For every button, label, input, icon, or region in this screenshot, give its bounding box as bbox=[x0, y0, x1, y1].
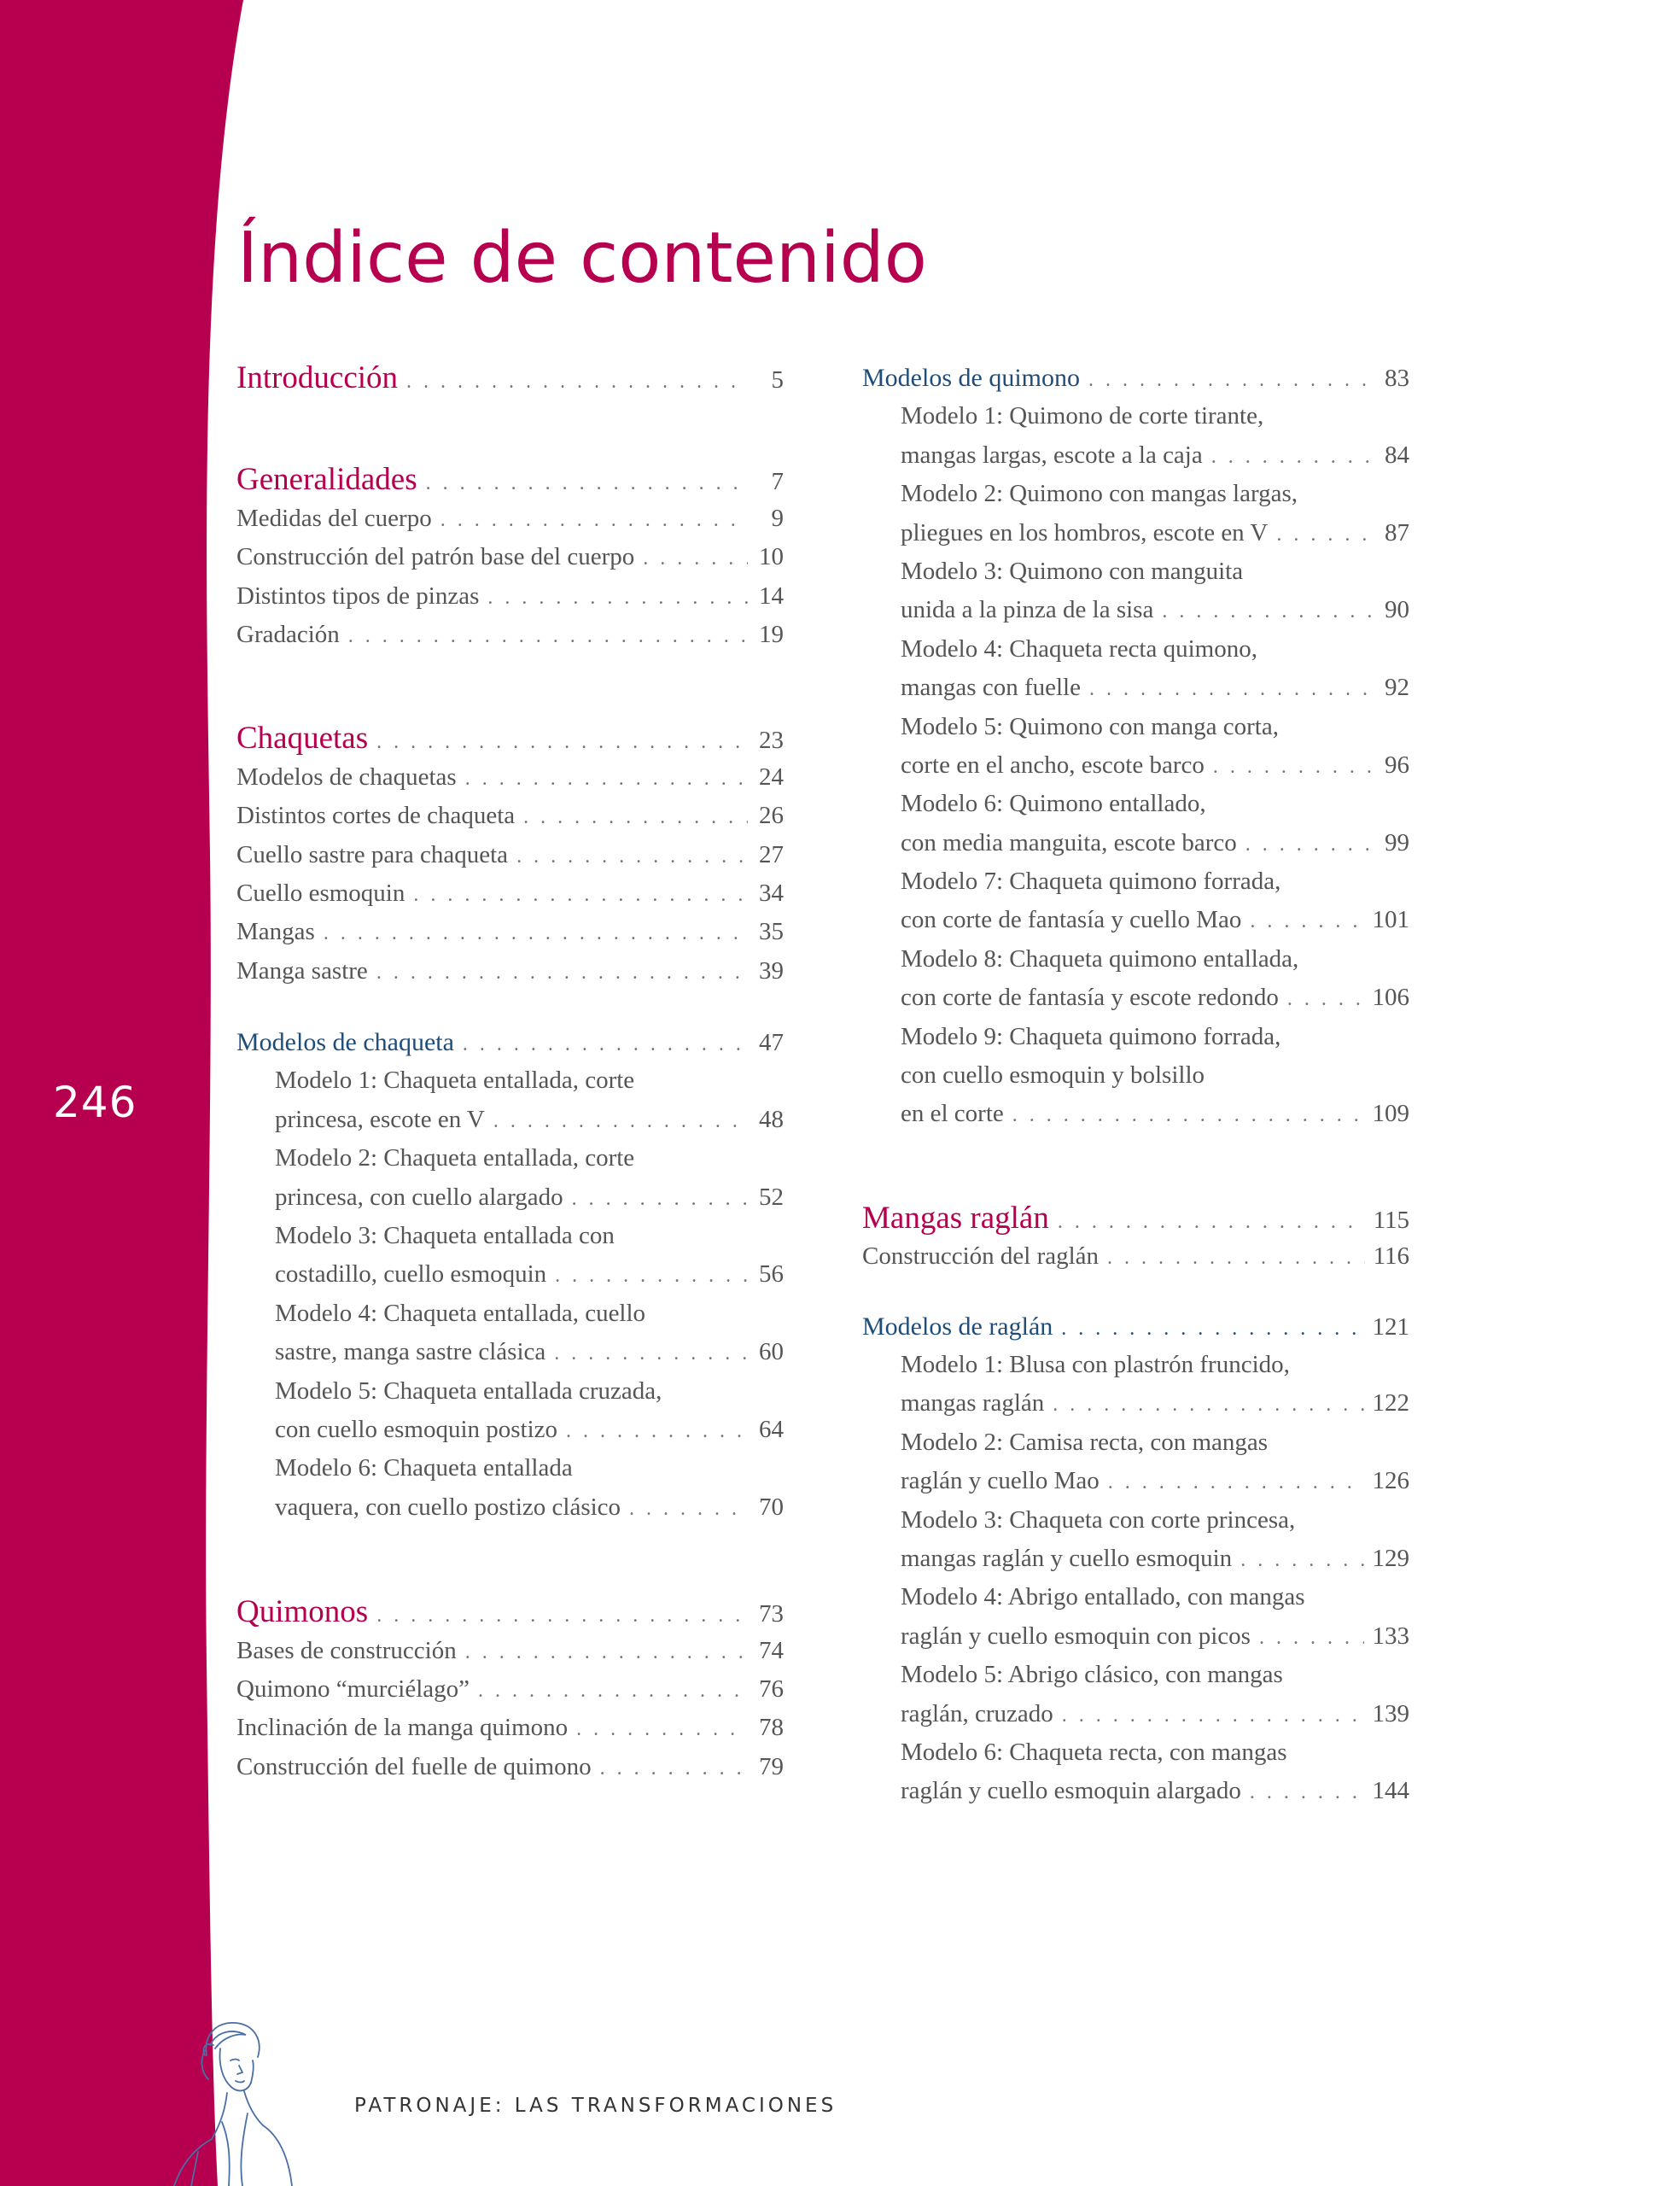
toc-entry[interactable] bbox=[236, 616, 784, 654]
toc-entry-title: Modelo 7: Chaqueta quimono forrada, bbox=[901, 868, 1281, 896]
toc-entry[interactable] bbox=[236, 577, 784, 616]
toc-entry-title: sastre, manga sastre clásica bbox=[275, 1338, 546, 1366]
toc-page-number: 129 bbox=[1372, 1544, 1409, 1572]
toc-heading-generalidades[interactable] bbox=[236, 460, 784, 499]
toc-entry-line[interactable] bbox=[862, 785, 1409, 823]
toc-page-number: 79 bbox=[759, 1752, 784, 1780]
toc-entry-line[interactable] bbox=[862, 1656, 1409, 1694]
toc-entry-title: Modelos de raglán bbox=[862, 1312, 1053, 1341]
toc-entry-title: pliegues en los hombros, escote en V bbox=[901, 518, 1269, 546]
dot-leader bbox=[413, 876, 748, 915]
toc-page-number: 121 bbox=[1372, 1312, 1409, 1341]
toc-page-number: 47 bbox=[759, 1029, 784, 1057]
toc-entry-title: Modelo 4: Abrigo entallado, con mangas bbox=[901, 1583, 1305, 1611]
dot-leader bbox=[324, 915, 748, 953]
toc-subheading-modelos-quimono[interactable] bbox=[862, 359, 1409, 397]
toc-page-number: 106 bbox=[1372, 984, 1409, 1012]
toc-entry[interactable] bbox=[862, 669, 1409, 707]
dot-leader bbox=[1276, 516, 1374, 554]
toc-page-number: 133 bbox=[1372, 1622, 1409, 1650]
toc-entry[interactable] bbox=[236, 1632, 784, 1670]
toc-entry-title: Quimonos bbox=[236, 1594, 369, 1630]
toc-entry-title: mangas largas, escote a la caja bbox=[901, 441, 1203, 469]
toc-page-number: 73 bbox=[759, 1600, 784, 1628]
toc-entry[interactable] bbox=[236, 1709, 784, 1747]
toc-entry-line[interactable] bbox=[862, 1056, 1409, 1095]
dot-leader bbox=[1108, 1464, 1364, 1502]
toc-entry-title: raglán y cuello Mao bbox=[901, 1467, 1100, 1495]
toc-entry-title: Modelo 3: Chaqueta entallada con bbox=[275, 1222, 615, 1250]
toc-entry-title: Construcción del raglán bbox=[862, 1242, 1100, 1271]
dot-leader bbox=[1250, 903, 1363, 941]
toc-page-number: 39 bbox=[759, 956, 784, 985]
toc-entry[interactable] bbox=[236, 1255, 784, 1294]
toc-page-number: 90 bbox=[1385, 596, 1409, 624]
toc-entry[interactable] bbox=[236, 538, 784, 576]
dot-leader bbox=[376, 1597, 748, 1635]
toc-entry-line[interactable] bbox=[862, 1578, 1409, 1616]
toc-entry[interactable] bbox=[862, 1095, 1409, 1133]
dot-leader bbox=[465, 1634, 748, 1672]
toc-entry[interactable] bbox=[236, 874, 784, 913]
toc-entry-line[interactable] bbox=[862, 1501, 1409, 1540]
toc-entry-title: con corte de fantasía y cuello Mao bbox=[901, 906, 1242, 934]
toc-entry-title: Distintos tipos de pinzas bbox=[236, 582, 480, 610]
toc-entry[interactable] bbox=[862, 1772, 1409, 1810]
toc-entry[interactable] bbox=[862, 514, 1409, 552]
toc-entry-line[interactable] bbox=[236, 1139, 784, 1178]
toc-page-number: 116 bbox=[1373, 1242, 1409, 1271]
toc-entry-line[interactable] bbox=[862, 708, 1409, 746]
dot-leader bbox=[1062, 1697, 1364, 1735]
toc-entry[interactable] bbox=[236, 1411, 784, 1449]
toc-entry-title: Cuello esmoquin bbox=[236, 879, 405, 907]
toc-entry-title: princesa, escote en V bbox=[275, 1105, 485, 1133]
toc-entry-line[interactable] bbox=[862, 1733, 1409, 1772]
dot-leader bbox=[1107, 1239, 1365, 1277]
toc-entry[interactable] bbox=[862, 1695, 1409, 1733]
toc-entry[interactable] bbox=[862, 1462, 1409, 1500]
toc-page-number: 139 bbox=[1372, 1699, 1409, 1727]
toc-entry-title: con cuello esmoquin y bolsillo bbox=[901, 1061, 1205, 1090]
toc-entry-title: Modelo 8: Chaqueta quimono entallada, bbox=[901, 944, 1299, 973]
toc-entry-line[interactable] bbox=[236, 1449, 784, 1488]
dot-leader bbox=[463, 1026, 748, 1064]
toc-heading-quimonos[interactable] bbox=[236, 1593, 784, 1631]
toc-entry-title: en el corte bbox=[901, 1100, 1004, 1128]
toc-entry-title: Generalidades bbox=[236, 462, 417, 498]
toc-entry[interactable] bbox=[236, 797, 784, 835]
toc-entry[interactable] bbox=[236, 758, 784, 797]
toc-page-number: 10 bbox=[759, 543, 784, 571]
toc-entry[interactable] bbox=[236, 1670, 784, 1709]
toc-page-number: 64 bbox=[759, 1415, 784, 1443]
dot-leader bbox=[1287, 980, 1364, 1019]
toc-entry-title: Modelo 5: Chaqueta entallada cruzada, bbox=[275, 1376, 662, 1405]
toc-entry-title: con corte de fantasía y escote redondo bbox=[901, 984, 1279, 1012]
toc-entry-title: Modelos de chaqueta bbox=[236, 1028, 454, 1057]
toc-entry-line[interactable] bbox=[862, 1346, 1409, 1384]
toc-entry-title: corte en el ancho, escote barco bbox=[901, 751, 1205, 779]
page-title: Índice de contenido bbox=[237, 218, 927, 299]
toc-entry-title: Modelo 5: Abrigo clásico, con mangas bbox=[901, 1661, 1283, 1689]
toc-page-number: 126 bbox=[1372, 1467, 1409, 1495]
toc-entry[interactable] bbox=[236, 500, 784, 538]
toc-page-number: 24 bbox=[759, 763, 784, 791]
toc-heading-mangas-raglan[interactable] bbox=[862, 1199, 1409, 1237]
dot-leader bbox=[478, 1672, 748, 1710]
toc-entry-title: Medidas del cuerpo bbox=[236, 504, 432, 532]
dot-leader bbox=[1250, 1774, 1364, 1812]
toc-entry-title: Modelos de chaquetas bbox=[236, 763, 457, 791]
dot-leader bbox=[465, 760, 748, 798]
toc-entry-title: Cuello sastre para chaqueta bbox=[236, 840, 509, 868]
toc-page-number: 52 bbox=[759, 1183, 784, 1211]
toc-page-number: 76 bbox=[759, 1675, 784, 1703]
toc-entry[interactable] bbox=[862, 591, 1409, 629]
toc-entry-title: raglán y cuello esmoquin con picos bbox=[901, 1622, 1251, 1650]
toc-page-number: 74 bbox=[759, 1636, 784, 1664]
toc-page-number: 35 bbox=[759, 918, 784, 946]
toc-entry[interactable] bbox=[236, 1488, 784, 1527]
toc-entry-title: Modelo 1: Blusa con plastrón fruncido, bbox=[901, 1350, 1290, 1378]
toc-entry-title: mangas con fuelle bbox=[901, 674, 1081, 702]
toc-page-number: 115 bbox=[1373, 1206, 1409, 1234]
woman-sketch-icon bbox=[154, 2011, 316, 2186]
toc-page-number: 26 bbox=[759, 802, 784, 830]
dot-leader bbox=[376, 954, 748, 992]
dot-leader bbox=[629, 1490, 748, 1528]
toc-entry-line[interactable] bbox=[862, 475, 1409, 513]
toc-entry-title: Modelo 2: Quimono con mangas largas, bbox=[901, 480, 1298, 508]
dot-leader bbox=[1245, 826, 1374, 864]
toc-entry[interactable] bbox=[862, 824, 1409, 862]
toc-entry-title: raglán y cuello esmoquin alargado bbox=[901, 1777, 1241, 1805]
toc-page-number: 19 bbox=[759, 620, 784, 648]
dot-leader bbox=[1088, 361, 1374, 400]
dot-leader bbox=[426, 465, 748, 503]
toc-entry-line[interactable] bbox=[862, 552, 1409, 591]
dot-leader bbox=[1089, 670, 1374, 709]
toc-entry-title: Bases de construcción bbox=[236, 1636, 457, 1664]
toc-entry-title: Modelo 6: Quimono entallado, bbox=[901, 790, 1206, 818]
toc-entry[interactable] bbox=[862, 1540, 1409, 1578]
dot-leader bbox=[406, 363, 748, 401]
dot-leader bbox=[1162, 593, 1374, 631]
toc-page-number: 99 bbox=[1385, 828, 1409, 856]
dot-leader bbox=[487, 579, 748, 617]
page-number: 246 bbox=[53, 1078, 137, 1127]
toc-entry-title: Gradación bbox=[236, 620, 340, 648]
toc-entry[interactable] bbox=[236, 836, 784, 874]
dot-leader bbox=[554, 1335, 748, 1373]
toc-entry-title: raglán, cruzado bbox=[901, 1699, 1053, 1727]
toc-entry[interactable] bbox=[236, 1748, 784, 1786]
toc-page-number: 5 bbox=[771, 366, 784, 394]
toc-entry-line[interactable] bbox=[862, 1423, 1409, 1462]
dot-leader bbox=[1058, 1203, 1365, 1242]
toc-entry-title: Quimono “murciélago” bbox=[236, 1675, 470, 1703]
toc-entry-line[interactable] bbox=[862, 397, 1409, 435]
toc-page-number: 7 bbox=[771, 468, 784, 496]
toc-page-number: 87 bbox=[1385, 518, 1409, 546]
toc-page-number: 56 bbox=[759, 1260, 784, 1289]
toc-entry-title: Modelo 4: Chaqueta recta quimono, bbox=[901, 634, 1257, 663]
dot-leader bbox=[1061, 1310, 1363, 1348]
toc-entry-title: Modelo 1: Chaqueta entallada, corte bbox=[275, 1067, 635, 1095]
toc-entry-title: Modelo 3: Chaqueta con corte princesa, bbox=[901, 1505, 1296, 1534]
toc-entry-title: Manga sastre bbox=[236, 956, 368, 985]
dot-leader bbox=[440, 501, 748, 540]
toc-subheading-modelos-raglan[interactable] bbox=[862, 1307, 1409, 1346]
toc-subheading-modelos-chaqueta[interactable] bbox=[236, 1023, 784, 1061]
toc-entry-title: costadillo, cuello esmoquin bbox=[275, 1260, 547, 1289]
toc-entry-title: Distintos cortes de chaqueta bbox=[236, 802, 516, 830]
dot-leader bbox=[1213, 748, 1374, 786]
toc-entry-title: con media manguita, escote barco bbox=[901, 828, 1237, 856]
toc-page-number: 60 bbox=[759, 1338, 784, 1366]
toc-page-number: 109 bbox=[1372, 1100, 1409, 1128]
toc-page-number: 70 bbox=[759, 1493, 784, 1521]
dot-leader bbox=[572, 1180, 748, 1219]
toc-entry-title: Introducción bbox=[236, 360, 399, 395]
toc-entry-title: con cuello esmoquin postizo bbox=[275, 1415, 558, 1443]
toc-page-number: 92 bbox=[1385, 674, 1409, 702]
toc-entry-title: vaquera, con cuello postizo clásico bbox=[275, 1493, 621, 1521]
dot-leader bbox=[516, 838, 748, 876]
toc-entry[interactable] bbox=[862, 1384, 1409, 1423]
toc-entry-title: Modelos de quimono bbox=[862, 364, 1080, 392]
toc-entry-title: Modelo 5: Quimono con manga corta, bbox=[901, 712, 1279, 740]
dot-leader bbox=[555, 1257, 748, 1295]
dot-leader bbox=[376, 723, 748, 762]
toc-page-number: 23 bbox=[759, 727, 784, 755]
toc-page-number: 9 bbox=[771, 504, 784, 532]
toc-page-number: 144 bbox=[1372, 1777, 1409, 1805]
toc-page-number: 14 bbox=[759, 582, 784, 610]
dot-leader bbox=[643, 540, 748, 578]
toc-entry-title: Mangas bbox=[236, 918, 315, 946]
toc-page-number: 96 bbox=[1385, 751, 1409, 779]
toc-entry[interactable] bbox=[862, 1237, 1409, 1276]
dot-leader bbox=[1211, 438, 1374, 476]
dot-leader bbox=[600, 1750, 748, 1788]
toc-entry[interactable] bbox=[862, 979, 1409, 1017]
toc-entry-line[interactable] bbox=[236, 1372, 784, 1411]
toc-entry-title: unida a la pinza de la sisa bbox=[901, 596, 1154, 624]
toc-entry-title: Inclinación de la manga quimono bbox=[236, 1714, 569, 1742]
toc-entry-title: Mangas raglán bbox=[862, 1200, 1049, 1236]
toc-entry-title: mangas raglán y cuello esmoquin bbox=[901, 1544, 1233, 1572]
toc-entry-line[interactable] bbox=[862, 940, 1409, 979]
toc-page-number: 34 bbox=[759, 879, 784, 907]
dot-leader bbox=[576, 1710, 748, 1749]
toc-entry-line[interactable] bbox=[862, 1018, 1409, 1056]
toc-page-number: 83 bbox=[1385, 365, 1409, 392]
dot-leader bbox=[1259, 1619, 1364, 1657]
toc-entry-title: Modelo 9: Chaqueta quimono forrada, bbox=[901, 1022, 1281, 1050]
toc-entry[interactable] bbox=[862, 901, 1409, 939]
toc-heading-introduccion[interactable] bbox=[236, 359, 784, 397]
toc-entry-title: Modelo 6: Chaqueta entallada bbox=[275, 1454, 573, 1482]
toc-entry-title: princesa, con cuello alargado bbox=[275, 1183, 563, 1211]
toc-page-number: 122 bbox=[1372, 1389, 1409, 1417]
toc-entry-title: Construcción del fuelle de quimono bbox=[236, 1752, 592, 1780]
toc-entry-title: mangas raglán bbox=[901, 1389, 1045, 1417]
dot-leader bbox=[348, 617, 748, 656]
toc-entry-line[interactable] bbox=[862, 630, 1409, 669]
toc-page-number: 48 bbox=[759, 1105, 784, 1133]
toc-entry-title: Construcción del patrón base del cuerpo bbox=[236, 543, 635, 571]
toc-left-column bbox=[236, 359, 784, 1786]
toc-page-number: 84 bbox=[1385, 441, 1409, 469]
dot-leader bbox=[1053, 1386, 1363, 1424]
toc-entry[interactable] bbox=[236, 1101, 784, 1139]
toc-heading-chaquetas[interactable] bbox=[236, 719, 784, 757]
toc-entry-title: Chaquetas bbox=[236, 721, 369, 757]
dot-leader bbox=[1240, 1541, 1363, 1580]
dot-leader bbox=[566, 1412, 748, 1451]
running-footer: PATRONAJE: LAS TRANSFORMACIONES bbox=[354, 2095, 837, 2117]
toc-entry[interactable] bbox=[862, 436, 1409, 475]
dot-leader bbox=[1012, 1096, 1364, 1135]
toc-page-number: 78 bbox=[759, 1714, 784, 1742]
toc-entry-line[interactable] bbox=[236, 1295, 784, 1333]
toc-entry[interactable] bbox=[236, 1333, 784, 1371]
toc-entry[interactable] bbox=[862, 746, 1409, 785]
toc-entry-title: Modelo 3: Quimono con manguita bbox=[901, 557, 1244, 585]
toc-entry[interactable] bbox=[236, 952, 784, 991]
toc-entry-line[interactable] bbox=[862, 862, 1409, 901]
toc-entry-title: Modelo 2: Camisa recta, con mangas bbox=[901, 1428, 1269, 1456]
toc-right-column bbox=[862, 359, 1409, 1811]
toc-page-number: 101 bbox=[1372, 906, 1409, 934]
toc-entry-title: Modelo 2: Chaqueta entallada, corte bbox=[275, 1144, 635, 1172]
toc-entry[interactable] bbox=[236, 913, 784, 951]
toc-entry[interactable] bbox=[862, 1617, 1409, 1656]
toc-entry-title: Modelo 1: Quimono de corte tirante, bbox=[901, 402, 1264, 430]
toc-entry-line[interactable] bbox=[236, 1061, 784, 1100]
toc-entry-title: Modelo 6: Chaqueta recta, con mangas bbox=[901, 1738, 1287, 1766]
dot-leader bbox=[493, 1102, 748, 1141]
toc-page-number: 27 bbox=[759, 840, 784, 868]
toc-entry-line[interactable] bbox=[236, 1217, 784, 1255]
toc-entry[interactable] bbox=[236, 1178, 784, 1217]
dot-leader bbox=[523, 798, 748, 837]
toc-entry-title: Modelo 4: Chaqueta entallada, cuello bbox=[275, 1299, 646, 1327]
